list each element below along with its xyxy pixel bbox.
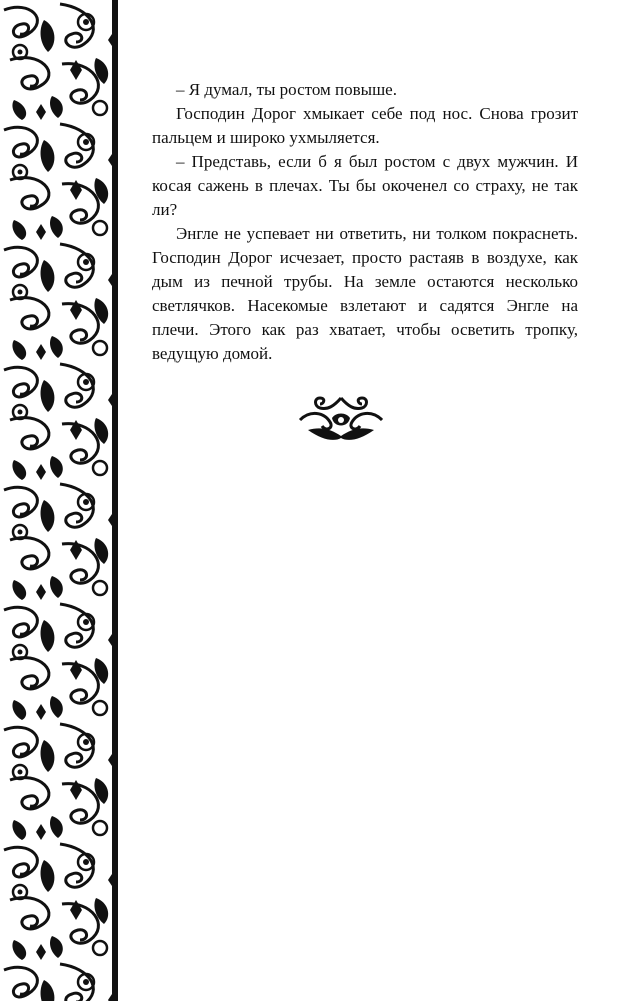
ornamental-border	[0, 0, 118, 1001]
section-break-ornament	[298, 390, 384, 442]
floral-section-break-icon	[298, 390, 384, 442]
paragraph-4: Энгле не успевает ни ответить, ни толком покраснеть. Господин Дорог исчезает, просто растаяв в воздухе, как дым из печной трубы. На земле остаются несколько светлячков. Насекомые взлетают и садятся Энгле на плечи. Этого как раз хватает, чтобы осветить тропку, ведущую домой.	[152, 224, 578, 363]
floral-ornament-border-icon	[0, 0, 118, 1001]
paragraph-2: Господин Дорог хмыкает себе под нос. Снова грозит пальцем и широко ухмыляется.	[152, 104, 578, 147]
paragraph-3: – Представь, если б я был ростом с двух мужчин. И косая сажень в плечах. Ты бы окоченел со страху, не так ли?	[152, 152, 578, 219]
paragraph-1: – Я думал, ты ростом повыше.	[176, 80, 397, 99]
main-text	[152, 78, 578, 366]
